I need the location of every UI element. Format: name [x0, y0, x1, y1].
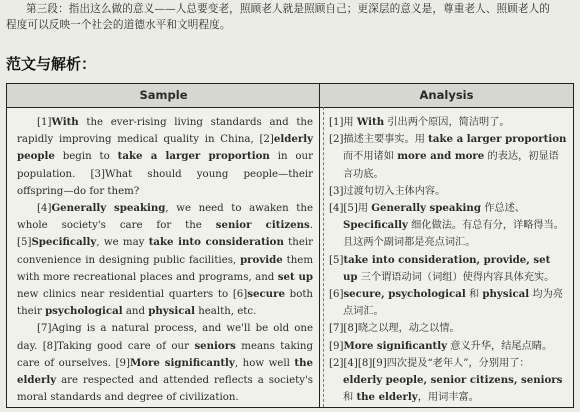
highlight-phrase: elderly people	[17, 133, 313, 163]
highlight-phrase: the elderly	[17, 356, 313, 387]
text-run: and	[122, 306, 149, 318]
highlight-phrase: senior citizens	[215, 219, 310, 232]
highlight-phrase: take a larger proportion	[117, 150, 270, 163]
analysis-item	[329, 114, 567, 131]
text-run: Aging is a natural process, and we'll be old one day.	[17, 323, 313, 352]
text-run: 和	[465, 289, 483, 301]
intro-line-1: 第三段：指出这么做的意义——人总要变老，照顾老人就是照顾自己；更深层的意义是，尊重老人、照顾老人的	[26, 3, 550, 15]
analysis-item	[329, 131, 567, 183]
text-run: means taking care of ourselves.	[17, 340, 313, 369]
text-run: [3]	[90, 168, 105, 180]
text-run: [7]	[37, 323, 52, 335]
text-run: [7][8]晓之以理，动之以情。	[329, 323, 460, 335]
text-run: them with more recreational places and programs, and	[17, 254, 313, 283]
text-run: [2][4][8][9]四次提及“老年人”，分别用了：	[329, 357, 530, 369]
text-run: 的表达，初显语言功底。	[343, 151, 559, 180]
text-run: [6]	[232, 289, 248, 301]
highlight-phrase: physical	[482, 288, 530, 301]
analysis-item	[329, 183, 567, 200]
analysis-item	[329, 286, 567, 320]
analysis-column-header: Analysis	[419, 88, 474, 102]
text-run: [9]	[115, 357, 130, 369]
text-run: Taking good care of our	[57, 340, 195, 352]
text-run: begin to	[54, 151, 118, 163]
text-run: [4]	[37, 203, 52, 215]
highlight-phrase: More significantly	[343, 339, 448, 352]
highlight-phrase: take into consideration, provide, set up	[343, 253, 551, 283]
text-run: new clinics near residential quarters to	[17, 289, 233, 301]
highlight-phrase: the elderly	[356, 391, 418, 404]
text-run: , we may	[96, 237, 149, 249]
analysis-item	[329, 200, 567, 252]
highlight-phrase: take into consideration	[148, 236, 284, 249]
text-run: both their	[17, 289, 313, 318]
highlight-phrase: more and more	[397, 150, 485, 163]
text-run: 作总述、	[480, 203, 525, 215]
analysis-item	[329, 252, 567, 286]
column-divider	[319, 84, 320, 407]
sample-paragraph	[17, 114, 313, 200]
text-run: [2]描述主要事实。用	[329, 134, 429, 146]
text-run: health, etc.	[194, 306, 257, 318]
text-run: [1]用	[329, 117, 357, 128]
highlight-phrase: secure, psychological	[343, 288, 466, 301]
text-run: 和	[343, 392, 357, 404]
text-run: , how well	[234, 357, 295, 369]
highlight-phrase: secure	[247, 288, 285, 301]
sample-paragraph	[17, 320, 313, 406]
sample-paragraph	[17, 200, 313, 320]
text-run: 均为亮点词汇。	[343, 289, 563, 318]
highlight-phrase: set up	[277, 270, 314, 283]
text-run: in our population.	[17, 151, 313, 180]
highlight-phrase: provide	[240, 253, 283, 266]
text-run: are respected and attended reflects a society's moral standards and degree of civilization.	[17, 375, 313, 404]
text-run: .	[309, 220, 313, 232]
intro-line-2: 程度可以反映一个社会的道德水平和文明程度。	[6, 18, 231, 31]
table-header-row	[7, 84, 573, 108]
highlight-phrase: More significantly	[129, 356, 235, 369]
highlight-phrase: Generally speaking	[371, 202, 481, 215]
sample-column-header: Sample	[139, 88, 188, 102]
text-run: [8]	[42, 340, 58, 352]
highlight-phrase: psychological	[45, 305, 123, 318]
sample-text-column	[17, 114, 313, 406]
analysis-item	[329, 355, 567, 407]
highlight-phrase: seniors	[194, 339, 236, 352]
text-run: ，用词丰富。	[417, 392, 479, 404]
text-run: [4][5]用	[329, 203, 372, 215]
analysis-text-column	[329, 114, 567, 406]
section-heading: 范文与解析：	[6, 55, 97, 73]
highlight-phrase: Generally speaking	[51, 202, 166, 215]
text-run: [9]	[329, 340, 344, 352]
text-run: , we need to awaken the whole society's care for the	[17, 203, 313, 232]
analysis-item	[329, 320, 567, 337]
text-run: 意义升华，结尾点睛。	[447, 340, 553, 352]
text-run: [1]	[37, 117, 52, 128]
analysis-item	[329, 338, 567, 355]
highlight-phrase: take a larger proportion	[428, 133, 567, 146]
highlight-phrase: With	[356, 116, 385, 128]
text-run: [6]	[329, 289, 344, 301]
highlight-phrase: physical	[148, 305, 195, 318]
text-run: What should young people—their offspring—do for them?	[17, 168, 314, 197]
highlight-phrase: Specifically	[343, 219, 408, 232]
text-run: 三个谓语动词（词组）使得内容具体充实。	[357, 271, 555, 283]
highlight-phrase: elderly people, senior citizens, seniors	[343, 374, 563, 387]
sample-analysis-table	[6, 83, 574, 408]
text-run: [3]过渡句切入主体内容。	[329, 185, 446, 197]
text-run: 引出两个原因，简洁明了。	[384, 117, 510, 128]
text-run: the ever-rising living standards and the rapidly improving medical quality in China,	[17, 117, 313, 146]
dashed-divider	[323, 107, 324, 407]
text-run: their convenience in designing public facilities,	[17, 237, 313, 266]
highlight-phrase: Specifically	[31, 236, 97, 249]
text-run: [5]	[329, 254, 344, 266]
text-run: [5]	[17, 237, 32, 249]
text-run: 而不用诸如	[343, 151, 398, 163]
text-run: [2]	[259, 134, 274, 146]
intro-paragraph	[6, 2, 576, 33]
highlight-phrase: With	[51, 116, 79, 128]
text-run: 细化做法。有总有分，详略得当。且这两个副词都是亮点词汇。	[343, 220, 564, 249]
